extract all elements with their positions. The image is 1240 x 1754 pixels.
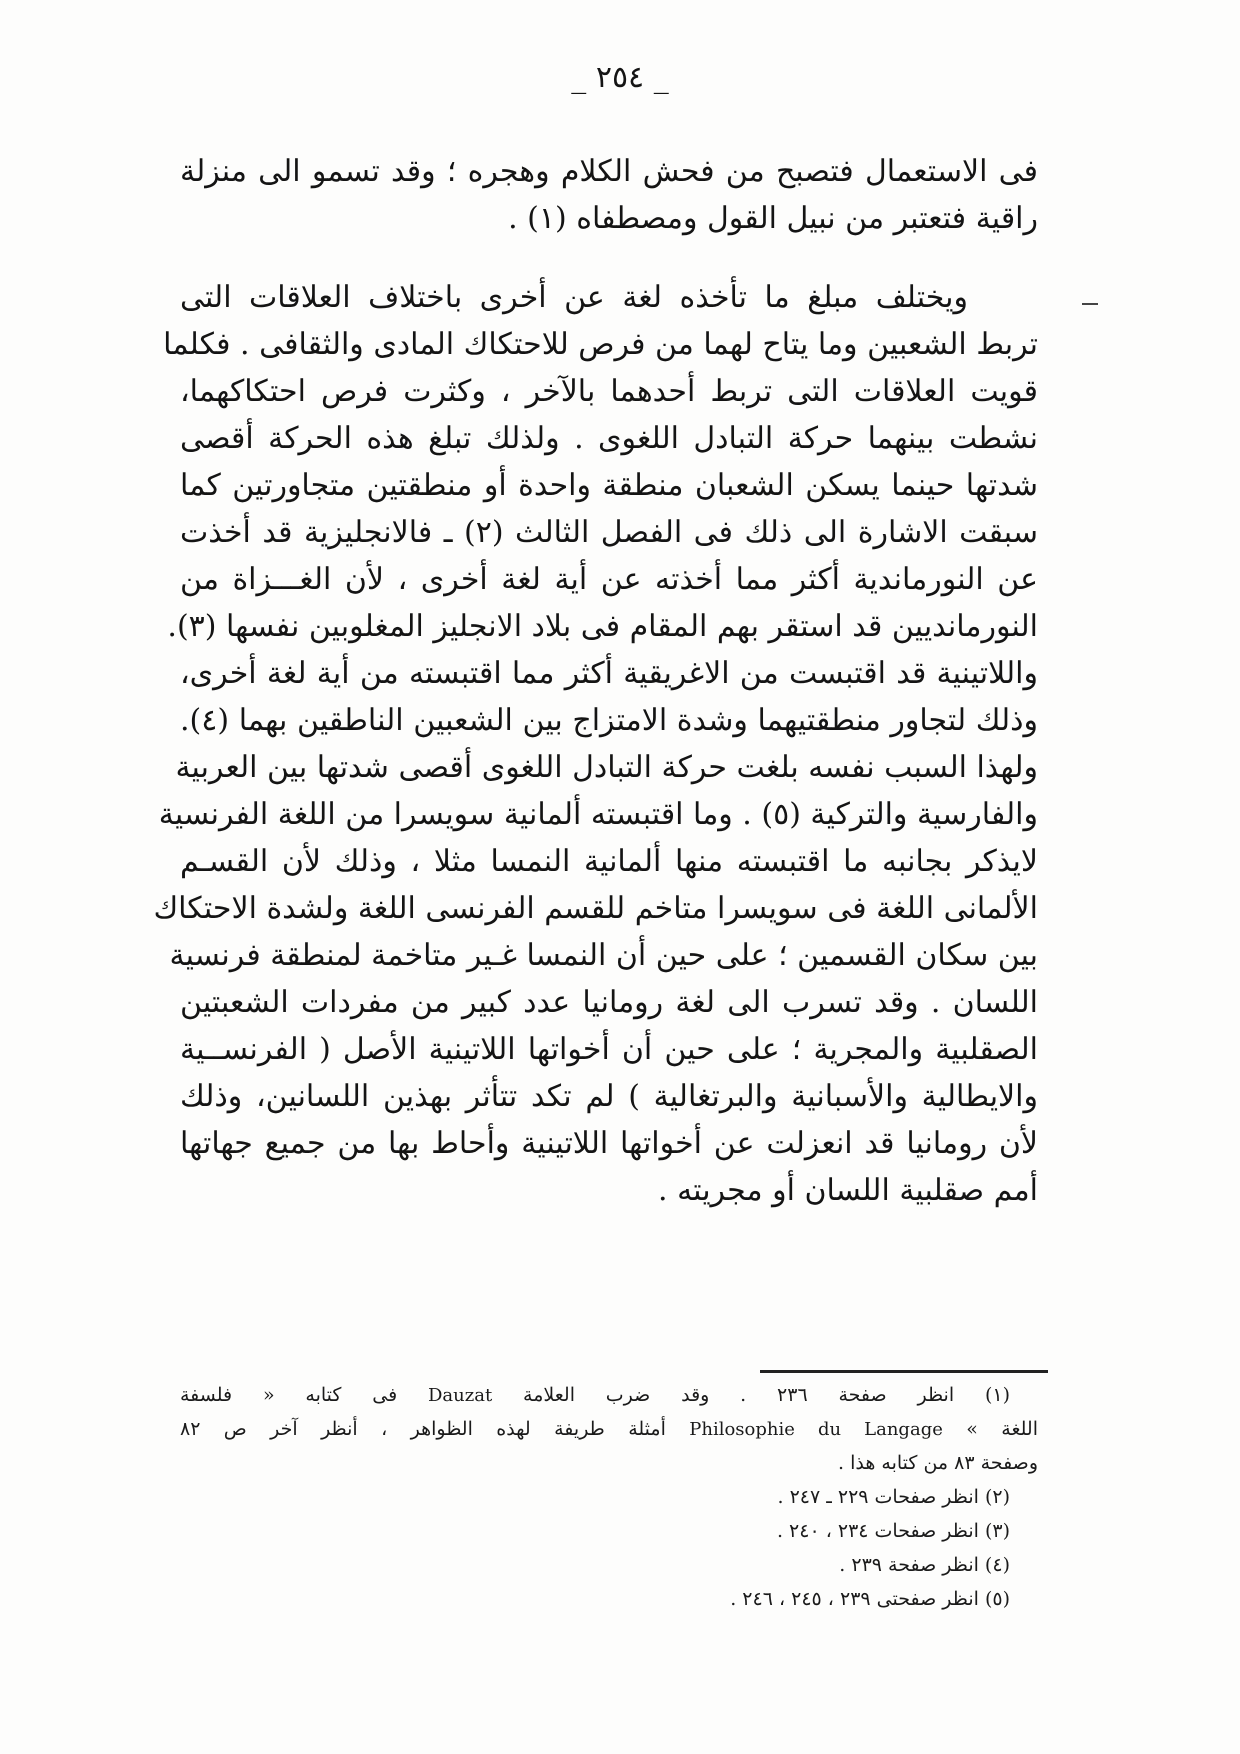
text-line: الألمانى اللغة فى سويسرا متاخم للقسم الفرنسى اللغة ولشدة الاحتكاك: [153, 891, 1038, 926]
text-line: بين سكان القسمين ؛ على حين أن النمسا غـير متاخمة لمنطقة فرنسية: [169, 938, 1038, 973]
text-line: فى الاستعمال فتصبح من فحش الكلام وهجره ؛ وقد تسمو الى منزلة: [180, 154, 1038, 189]
text-line: لأن رومانيا قد انعزلت عن أخواتها اللاتينية وأحاط بها من جميع جهاتها: [180, 1126, 1038, 1161]
footnote-latin-term: Philosophie du Langage: [689, 1419, 943, 1440]
margin-mark: [1082, 303, 1098, 305]
text-line: شدتها حينما يسكن الشعبان منطقة واحدة أو منطقتين متجاورتين كما: [180, 468, 1038, 503]
text-line: والايطالية والأسبانية والبرتغالية ) لم تكد تتأثر بهذين اللسانين، وذلك: [180, 1079, 1038, 1114]
footnote-4: (٤) انظر صفحة ٢٣٩ .: [839, 1554, 1010, 1576]
text-line: والفارسية والتركية (٥) . وما اقتبسته ألمانية سويسرا من اللغة الفرنسية: [158, 797, 1038, 832]
text-line: راقية فتعتبر من نبيل القول ومصطفاه (١) .: [508, 201, 1038, 236]
page-number: _ ٢٥٤ _: [571, 60, 669, 95]
footnote-3: (٣) انظر صفحات ٢٣٤ ، ٢٤٠ .: [776, 1520, 1010, 1542]
text-line: ويختلف مبلغ ما تأخذه لغة عن أخرى باختلاف العلاقات التى: [180, 280, 968, 315]
footnote-2: (٢) انظر صفحات ٢٢٩ ـ ٢٤٧ .: [777, 1486, 1010, 1508]
text-line: سبقت الاشارة الى ذلك فى الفصل الثالث (٢) ـ فالانجليزية قد أخذت: [180, 515, 1038, 550]
text-line: عن النورماندية أكثر مما أخذته عن أية لغة أخرى ، لأن الغـــزاة من: [180, 562, 1038, 597]
text-line: وذلك لتجاور منطقتيهما وشدة الامتزاج بين الشعبين الناطقين بهما (٤).: [180, 703, 1038, 738]
text-line: تربط الشعبين وما يتاح لهما من فرص للاحتكاك المادى والثقافى . فكلما: [163, 327, 1038, 362]
text-line: قويت العلاقات التى تربط أحدهما بالآخر ، وكثرت فرص احتكاكهما،: [180, 374, 1038, 409]
text-line: نشطت بينهما حركة التبادل اللغوى . ولذلك تبلغ هذه الحركة أقصى: [180, 421, 1038, 456]
text-line: النورمانديين قد استقر بهم المقام فى بلاد الانجليز المغلوبين نفسها (٣).: [167, 609, 1038, 644]
paragraph-1: [180, 148, 1038, 242]
footnote-separator: [760, 1370, 1048, 1373]
text-line: الصقلبية والمجرية ؛ على حين أن أخواتها اللاتينية الأصل ( الفرنســية: [180, 1032, 1038, 1067]
footnote-text: فى كتابه « فلسفة: [180, 1384, 398, 1406]
paragraph-2: [153, 274, 1038, 1214]
footnote-1-line-1: [180, 1378, 1038, 1412]
text-line: اللسان . وقد تسرب الى لغة رومانيا عدد كبير من مفردات الشعبتين: [180, 985, 1038, 1020]
footnote-text: اللغة »: [966, 1418, 1038, 1440]
footnote-text: أمثلة طريفة لهذه الظواهر ، أنظر آخر ص ٨٢: [180, 1418, 666, 1440]
footnote-text: (١) انظر صفحة ٢٣٦ . وقد ضرب العلامة: [523, 1384, 1010, 1406]
footnotes: [180, 1378, 1038, 1616]
footnote-latin-term: Dauzat: [428, 1385, 493, 1406]
footnote-1-line-3: وصفحة ٨٣ من كتابه هذا .: [838, 1452, 1038, 1474]
footnote-5: (٥) انظر صفحتى ٢٣٩ ، ٢٤٥ ، ٢٤٦ .: [730, 1588, 1010, 1610]
text-line: ولهذا السبب نفسه بلغت حركة التبادل اللغوى أقصى شدتها بين العربية: [175, 750, 1038, 785]
text-line: واللاتينية قد اقتبست من الاغريقية أكثر مما اقتبسته من أية لغة أخرى،: [180, 656, 1038, 691]
text-line: أمم صقلبية اللسان أو مجريته .: [658, 1173, 1038, 1208]
text-line: لايذكر بجانبه ما اقتبسته منها ألمانية النمسا مثلا ، وذلك لأن القسـم: [180, 844, 1038, 879]
footnote-1-line-2: [180, 1412, 1038, 1446]
